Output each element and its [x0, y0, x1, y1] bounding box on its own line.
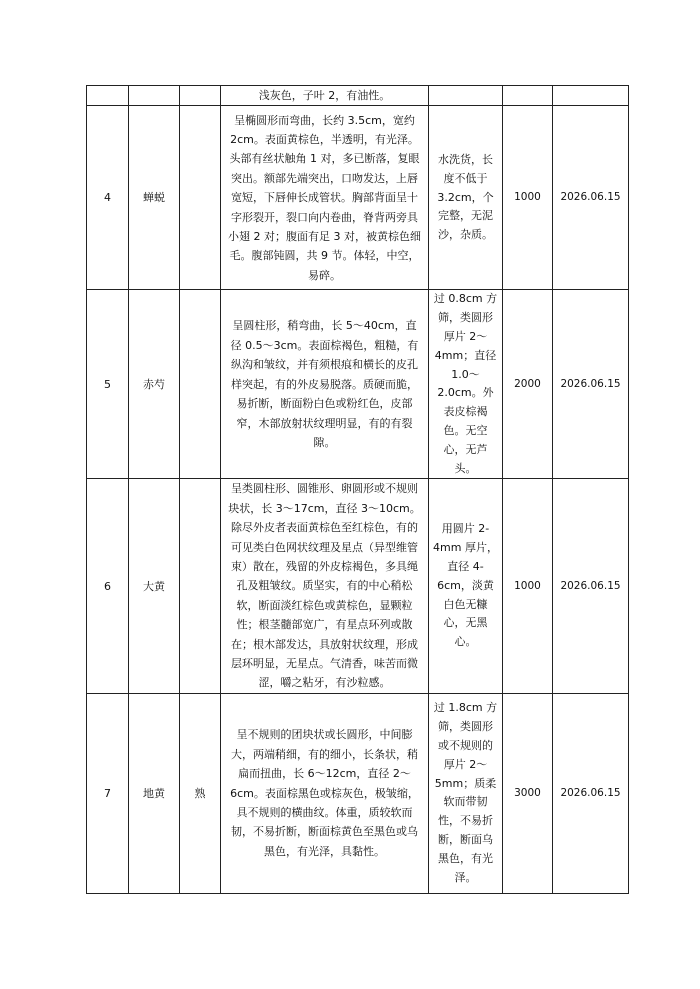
quantity: 2000 — [503, 290, 553, 479]
date: 2026.06.15 — [553, 479, 629, 693]
quality-standard — [429, 86, 503, 106]
row-number: 7 — [87, 693, 129, 893]
processing-method: 熟 — [180, 693, 221, 893]
table-row — [87, 290, 629, 479]
table-row — [87, 106, 629, 290]
table-row — [87, 86, 629, 106]
herb-name — [129, 86, 180, 106]
herb-name: 大黄 — [129, 479, 180, 693]
date: 2026.06.15 — [553, 106, 629, 290]
herb-description: 呈类圆柱形、圆锥形、卵圆形或不规则块状，长 3～17cm，直径 3～10cm。除尽外皮者表面黄棕色至红棕色，有的可见类白色网状纹理及星点（异型维管束）散在，残留的外皮棕褐色，多具绳孔及粗皱纹。质坚实，有的中心稍松软，断面淡红棕色或黄棕色，显颗粒性；根茎髓部宽广，有星点环列或散在；根木部发达，具放射状纹理，形成层环明显，无星点。气清香，味苦而微涩，嚼之粘牙，有沙粒感。 — [221, 479, 429, 693]
herb-description: 呈椭圆形而弯曲，长约 3.5cm，宽约 2cm。表面黄棕色，半透明，有光泽。头部有丝状触角 1 对，多已断落，复眼突出。额部先端突出，口吻发达，上唇宽短，下唇伸长成管状。胸部背面呈十字形裂开，裂口向内卷曲，脊背两旁具小翅 2 对；腹面有足 3 对，被黄棕色细毛。腹部钝圆，共 9 节。体轻，中空，易碎。 — [221, 106, 429, 290]
quantity: 1000 — [503, 479, 553, 693]
processing-method — [180, 290, 221, 479]
row-number: 4 — [87, 106, 129, 290]
herb-name: 地黄 — [129, 693, 180, 893]
herb-description: 呈不规则的团块状或长圆形，中间膨大，两端稍细，有的细小，长条状，稍扁而扭曲，长 6～12cm，直径 2～6cm。表面棕黑色或棕灰色，极皱缩，具不规则的横曲纹。体重，质较软而韧，不易折断，断面棕黄色至黑色或乌黑色，有光泽，具黏性。 — [221, 693, 429, 893]
specification-table — [86, 85, 629, 894]
herb-description: 呈圆柱形，稍弯曲，长 5～40cm，直径 0.5～3cm。表面棕褐色，粗糙，有纵沟和皱纹，并有须根痕和横长的皮孔样突起，有的外皮易脱落。质硬而脆，易折断，断面粉白色或粉红色，皮部窄，木部放射状纹理明显，有的有裂隙。 — [221, 290, 429, 479]
quality-standard: 过 0.8cm 方筛，类圆形厚片 2～4mm；直径 1.0～2.0cm。外表皮棕褐色。无空心，无芦头。 — [429, 290, 503, 479]
processing-method — [180, 106, 221, 290]
date — [553, 86, 629, 106]
processing-method — [180, 86, 221, 106]
herb-name: 蝉蜕 — [129, 106, 180, 290]
quantity: 3000 — [503, 693, 553, 893]
table-row — [87, 693, 629, 893]
row-number — [87, 86, 129, 106]
row-number: 5 — [87, 290, 129, 479]
quantity — [503, 86, 553, 106]
herb-description: 浅灰色，子叶 2，有油性。 — [221, 86, 429, 106]
herb-name: 赤芍 — [129, 290, 180, 479]
processing-method — [180, 479, 221, 693]
row-number: 6 — [87, 479, 129, 693]
date: 2026.06.15 — [553, 290, 629, 479]
quantity: 1000 — [503, 106, 553, 290]
date: 2026.06.15 — [553, 693, 629, 893]
quality-standard: 过 1.8cm 方筛，类圆形或不规则的厚片 2～5mm；质柔软而带韧性，不易折断，断面乌黑色，有光泽。 — [429, 693, 503, 893]
quality-standard: 用圆片 2-4mm 厚片，直径 4-6cm，淡黄白色无糠心，无黑心。 — [429, 479, 503, 693]
table-row — [87, 479, 629, 693]
quality-standard: 水洗货，长度不低于 3.2cm，个完整，无泥沙，杂质。 — [429, 106, 503, 290]
